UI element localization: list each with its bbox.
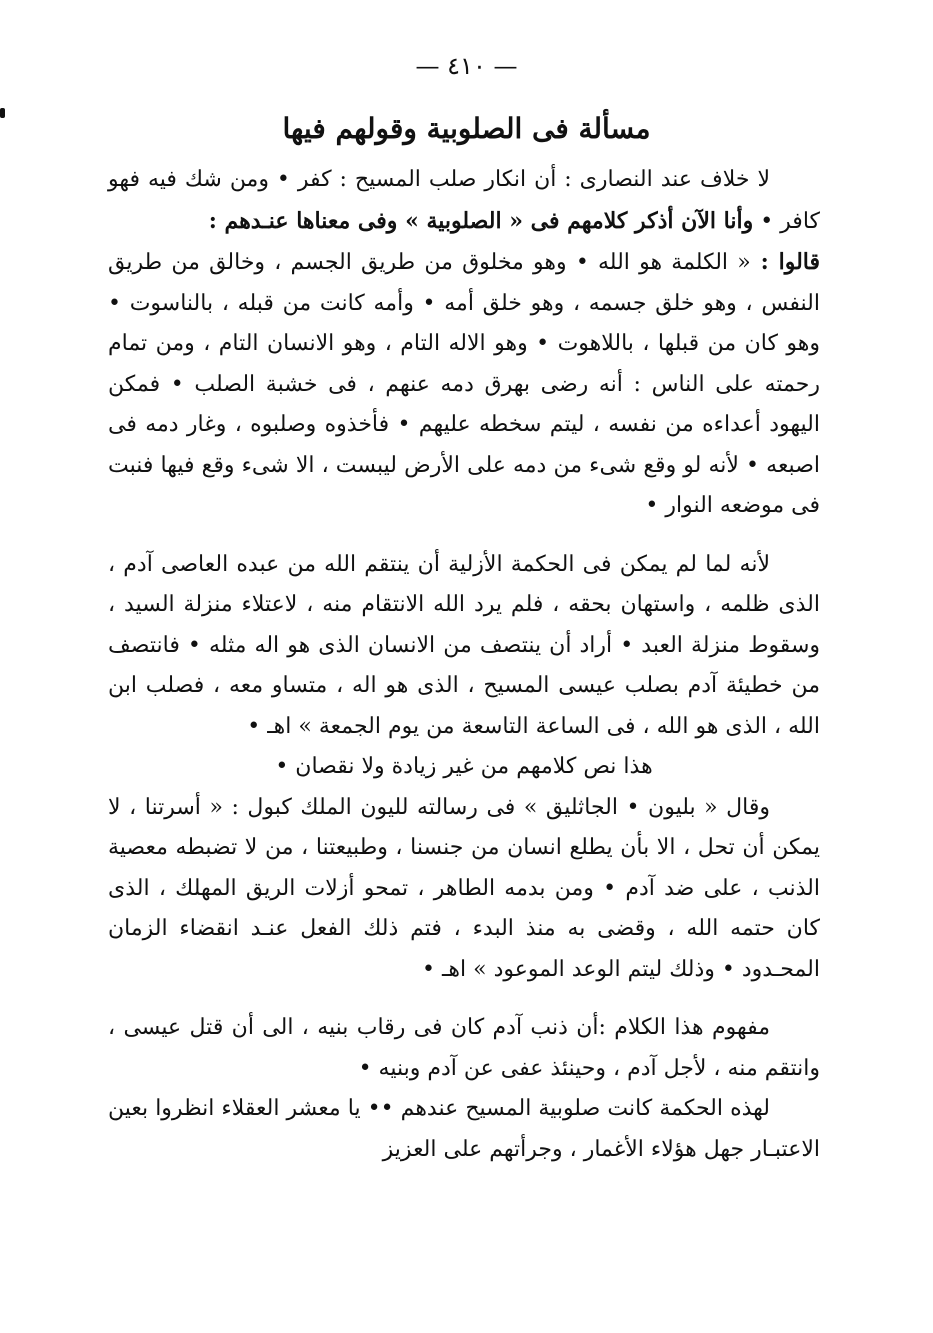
paragraph-3: لأنه لما لم يمكن فى الحكمة الأزلية أن ينتقم الله من عبده العاصى آدم ، الذى ظلمه ، واستهان بحقه ، فلم يرد الله الانتقام منه ، لاعتلاء منزلة السيد ، وسقوط منزلة العبد • أراد أن ينتصف من الانسان الذى هو اله مثله • فانتصف من خطيئة آدم بصلب عيسى المسيح ، الذى هو اله ، متساو معه ، فصلب ابن الله ، الذى هو الله ، فى الساعة التاسعة من يوم الجمعة » اهـ • bbox=[108, 551, 821, 739]
document-body bbox=[108, 160, 820, 1170]
paragraph-4: هذا نص كلامهم من غير زيادة ولا نقصان • bbox=[275, 754, 653, 779]
paragraph-7: لهذه الحكمة كانت صلوبية المسيح عندهم •• يا معشر العقلاء انظروا بعين الاعتبـار جهل هؤلاء الأغمار ، وجرأتهم على العزيز bbox=[108, 1096, 820, 1162]
paragraph-1-bold: وأنا الآن أذكر كلامهم فى « الصلوبية » وفى معناها عنـدهم : bbox=[208, 207, 754, 234]
page-title: مسألة فى الصلوبية وقولهم فيها bbox=[282, 112, 651, 145]
paragraph-1-text: لا خلاف عند النصارى : أن انكار صلب المسيح : كفر • ومن شك فيه فهو كافر • bbox=[108, 167, 820, 234]
page-number: — ٤١٠ — bbox=[415, 52, 518, 80]
paragraph-2-text: « الكلمة هو الله • وهو مخلوق من طريق الجسم ، وخالق من طريق النفس ، وهو خلق جسمه ، وهو خلق أمه • وأمه كانت من قبله ، بالناسوت • وهو كان من قبلها ، باللاهوت • وهو الاله التام ، وهو الانسان التام ، ومن تمام رحمته على الناس : أنه رضى بهرق دمه عنهم ، فى خشبة الصلب • فمكن اليهود أعداءه من نفسه ، ليتم سخطه عليهم • فأخذوه وصلبوه ، وغار دمه فى اصبعه • لأنه لو وقع شىء من دمه على الأرض ليبست ، الا شىء وقع فيها فنبت فى موضعه النوار • bbox=[108, 250, 820, 518]
paragraph-2-lead: قالوا : bbox=[750, 249, 820, 275]
paragraph-5: وقال « بليون • الجاثليق » فى رسالته لليون الملك كبول : « أسرتنا ، لا يمكن أن تحل ، الا بأن يطلع انسان من جنسنا ، وطبيعتنا ، من لا تضبطه معصية الذنب ، على ضد آدم • ومن بدمه الطاهر ، تمحو أزلات الريق المهلك ، الذى كان حتمه الله ، وقضى به منذ البدء ، فتم ذلك الفعل عنـد انقضاء الزمان المحـدود • وذلك ليتم الوعد الموعود » اهـ • bbox=[108, 794, 820, 982]
paragraph-1 bbox=[108, 160, 820, 242]
paragraph-2 bbox=[108, 242, 820, 527]
paragraph-6: مفهوم هذا الكلام :أن ذنب آدم كان فى رقاب بنيه ، الى أن قتل عيسى ، وانتقم منه ، لأجل آدم ، وحينئذ عفى عن آدم وبنيه • bbox=[108, 1015, 820, 1081]
